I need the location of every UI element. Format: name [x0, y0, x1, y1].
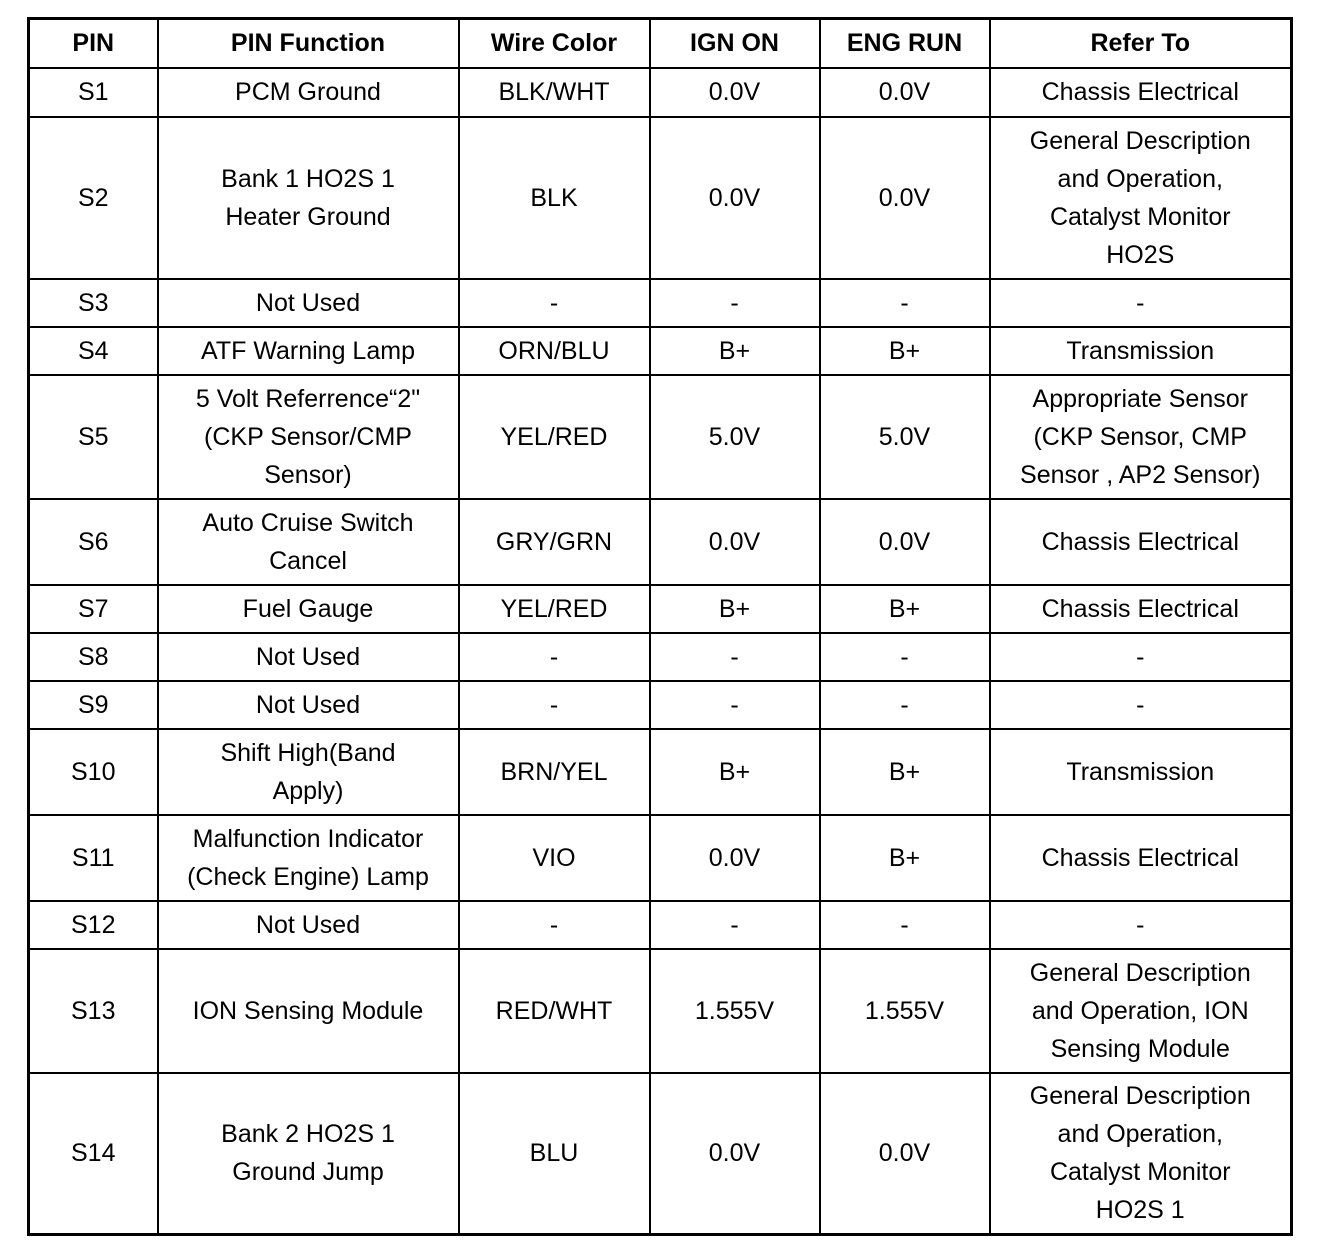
ign-on-cell: - — [650, 633, 820, 681]
refer-to-cell: General Description and Operation, Catalyst Monitor HO2S — [990, 117, 1292, 279]
table-header — [29, 19, 1292, 68]
table-row — [29, 681, 1292, 729]
header-refer-to: Refer To — [990, 19, 1292, 68]
ign-on-cell: 0.0V — [650, 499, 820, 585]
function-cell: PCM Ground — [158, 68, 459, 117]
table-row — [29, 901, 1292, 949]
ign-on-cell: 0.0V — [650, 68, 820, 117]
wire-color-cell: BLK — [459, 117, 650, 279]
table-row — [29, 327, 1292, 375]
refer-to-cell: - — [990, 681, 1292, 729]
pin-cell: S8 — [29, 633, 158, 681]
wire-color-cell: YEL/RED — [459, 585, 650, 633]
header-row — [29, 19, 1292, 68]
function-cell: ATF Warning Lamp — [158, 327, 459, 375]
function-cell: Bank 2 HO2S 1 Ground Jump — [158, 1073, 459, 1235]
ign-on-cell: 5.0V — [650, 375, 820, 499]
ign-on-cell: B+ — [650, 327, 820, 375]
header-pin: PIN — [29, 19, 158, 68]
table-row — [29, 585, 1292, 633]
wire-color-cell: GRY/GRN — [459, 499, 650, 585]
eng-run-cell: - — [820, 279, 990, 327]
function-cell: Not Used — [158, 681, 459, 729]
function-cell: Malfunction Indicator (Check Engine) Lamp — [158, 815, 459, 901]
function-cell: Not Used — [158, 279, 459, 327]
refer-to-cell: - — [990, 901, 1292, 949]
refer-to-cell: Chassis Electrical — [990, 68, 1292, 117]
wire-color-cell: - — [459, 681, 650, 729]
pin-table — [27, 17, 1293, 1236]
header-ign-on: IGN ON — [650, 19, 820, 68]
refer-to-cell: Chassis Electrical — [990, 815, 1292, 901]
wire-color-cell: - — [459, 901, 650, 949]
ign-on-cell: 0.0V — [650, 1073, 820, 1235]
wire-color-cell: VIO — [459, 815, 650, 901]
pin-cell: S13 — [29, 949, 158, 1073]
pin-cell: S6 — [29, 499, 158, 585]
ign-on-cell: 1.555V — [650, 949, 820, 1073]
function-cell: ION Sensing Module — [158, 949, 459, 1073]
pin-cell: S4 — [29, 327, 158, 375]
refer-to-cell: Transmission — [990, 729, 1292, 815]
refer-to-cell: General Description and Operation, ION Sensing Module — [990, 949, 1292, 1073]
table-row — [29, 815, 1292, 901]
function-cell: Bank 1 HO2S 1 Heater Ground — [158, 117, 459, 279]
refer-to-cell: Chassis Electrical — [990, 585, 1292, 633]
ign-on-cell: - — [650, 901, 820, 949]
wire-color-cell: - — [459, 633, 650, 681]
pin-cell: S10 — [29, 729, 158, 815]
table-row — [29, 729, 1292, 815]
refer-to-cell: General Description and Operation, Catalyst Monitor HO2S 1 — [990, 1073, 1292, 1235]
header-pin-function: PIN Function — [158, 19, 459, 68]
ign-on-cell: - — [650, 279, 820, 327]
pin-cell: S2 — [29, 117, 158, 279]
refer-to-cell: - — [990, 279, 1292, 327]
wire-color-cell: BRN/YEL — [459, 729, 650, 815]
pin-cell: S11 — [29, 815, 158, 901]
refer-to-cell: Transmission — [990, 327, 1292, 375]
table-body — [29, 68, 1292, 1235]
pin-cell: S1 — [29, 68, 158, 117]
function-cell: Not Used — [158, 901, 459, 949]
table-row — [29, 117, 1292, 279]
wire-color-cell: - — [459, 279, 650, 327]
ign-on-cell: B+ — [650, 729, 820, 815]
eng-run-cell: 0.0V — [820, 499, 990, 585]
refer-to-cell: Appropriate Sensor (CKP Sensor, CMP Sensor , AP2 Sensor) — [990, 375, 1292, 499]
table-row — [29, 499, 1292, 585]
eng-run-cell: B+ — [820, 585, 990, 633]
eng-run-cell: 5.0V — [820, 375, 990, 499]
table-row — [29, 1073, 1292, 1235]
table-row — [29, 68, 1292, 117]
table-row — [29, 375, 1292, 499]
wire-color-cell: YEL/RED — [459, 375, 650, 499]
eng-run-cell: 1.555V — [820, 949, 990, 1073]
pin-cell: S5 — [29, 375, 158, 499]
eng-run-cell: 0.0V — [820, 1073, 990, 1235]
pin-cell: S7 — [29, 585, 158, 633]
function-cell: Not Used — [158, 633, 459, 681]
pin-cell: S3 — [29, 279, 158, 327]
eng-run-cell: - — [820, 901, 990, 949]
table-row — [29, 949, 1292, 1073]
pin-cell: S9 — [29, 681, 158, 729]
eng-run-cell: 0.0V — [820, 68, 990, 117]
wire-color-cell: BLK/WHT — [459, 68, 650, 117]
ign-on-cell: 0.0V — [650, 117, 820, 279]
function-cell: Shift High(Band Apply) — [158, 729, 459, 815]
wire-color-cell: RED/WHT — [459, 949, 650, 1073]
header-wire-color: Wire Color — [459, 19, 650, 68]
eng-run-cell: B+ — [820, 729, 990, 815]
function-cell: Auto Cruise Switch Cancel — [158, 499, 459, 585]
refer-to-cell: Chassis Electrical — [990, 499, 1292, 585]
eng-run-cell: B+ — [820, 327, 990, 375]
table-row — [29, 279, 1292, 327]
eng-run-cell: 0.0V — [820, 117, 990, 279]
ign-on-cell: 0.0V — [650, 815, 820, 901]
eng-run-cell: - — [820, 681, 990, 729]
ign-on-cell: - — [650, 681, 820, 729]
function-cell: Fuel Gauge — [158, 585, 459, 633]
eng-run-cell: B+ — [820, 815, 990, 901]
refer-to-cell: - — [990, 633, 1292, 681]
table-row — [29, 633, 1292, 681]
eng-run-cell: - — [820, 633, 990, 681]
pin-cell: S14 — [29, 1073, 158, 1235]
pin-cell: S12 — [29, 901, 158, 949]
wire-color-cell: BLU — [459, 1073, 650, 1235]
wire-color-cell: ORN/BLU — [459, 327, 650, 375]
header-eng-run: ENG RUN — [820, 19, 990, 68]
function-cell: 5 Volt Referrence“2" (CKP Sensor/CMP Sensor) — [158, 375, 459, 499]
ign-on-cell: B+ — [650, 585, 820, 633]
